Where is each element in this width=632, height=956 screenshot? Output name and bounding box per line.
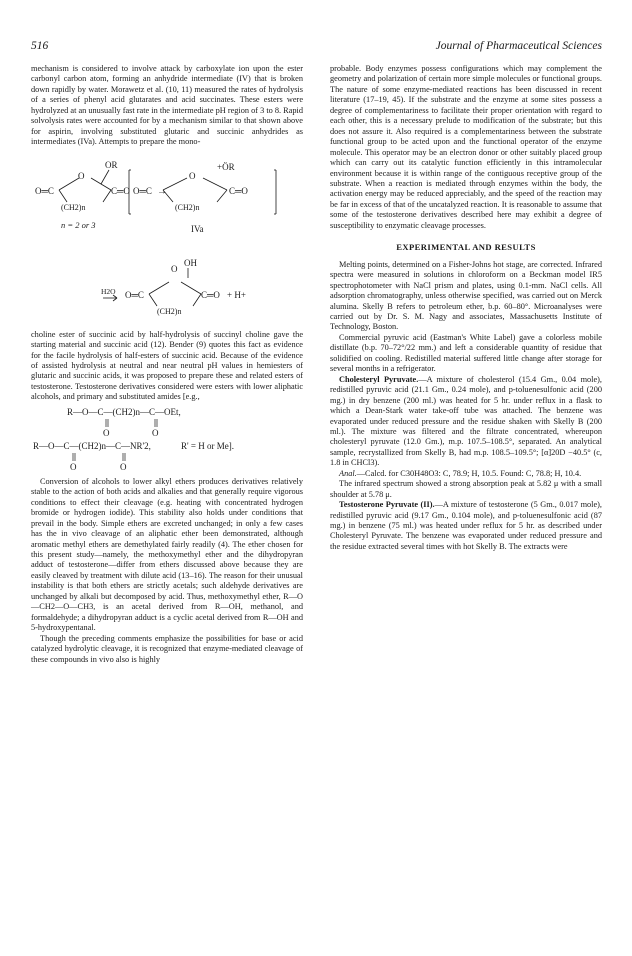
scheme-c-o-right: C═O [111, 185, 130, 196]
runin-testosterone-pyruvate: Testosterone Pyruvate (II). [339, 500, 435, 510]
scheme-ch2n: (CH2)n [61, 202, 86, 212]
formula-ester: R—O—C—(CH2)n—C—OEt, [67, 406, 181, 417]
right-paragraph-5 [330, 469, 602, 479]
right-paragraph-4 [330, 375, 602, 469]
journal-title: Journal of Pharmaceutical Sciences [435, 40, 602, 52]
scheme-c-o-right-2: C═O [229, 185, 248, 196]
formula-ester-o2: O [152, 427, 159, 438]
scheme-c-o-left-2: O═C [133, 185, 152, 196]
right-paragraph-7 [330, 500, 602, 552]
scheme-c-o-left: O═C [35, 185, 54, 196]
scheme-h2o: H2O [101, 286, 116, 296]
formula-amide-o2: O [120, 461, 127, 472]
scheme-or-label: OR [105, 159, 118, 170]
scheme-ch2n-2: (CH2)n [175, 202, 200, 212]
scheme-label-iva: IVa [191, 223, 204, 234]
formula-ester-o1: O [103, 427, 110, 438]
cholesteryl-pyruvate-text: —A mixture of cholesterol (15.4 Gm., 0.04 mole), redistilled pyruvic acid (21.1 Gm., 0.24 mole), and p-toluenesulfonic acid (200 mg.) in dry benzene (200 ml.) was heated for 5 hr. under reflux in a flask to which a Dean-Stark water take-off tube was attached. The benzene was evaporated under reduced pressure and the residue shaken with Skelly B (200 ml.). The mixture was filtered and the filtrate concentrated, whereupon cholesteryl pyruvate (12.0 Gm.), m.p. 107.5–108.5°, separated. An analytical sample, recrystallized from Skelly B, had m.p. 108.5–109.5°; [α]20D −40.5° (c, 1.8 in CHCl3). [330, 374, 602, 468]
ester-amide-formulas [31, 403, 303, 477]
scheme-plus-h: + H+ [227, 289, 246, 300]
scheme-ring-oxygen-3: O [171, 263, 178, 274]
testosterone-pyruvate-text: —A mixture of testosterone (5 Gm., 0.017 mole), redistilled pyruvic acid (9.17 Gm., 0.104 mole), and p-toluenesulfonic acid (87 mg.) in benzene (75 ml.) was heated under reflux for 5 hr. as described under Cholesteryl Pyruvate. The benzene was evaporated under reduced pressure and the residue extracted several times with hot Skelly B. The extracts were [330, 500, 603, 551]
scheme-plus-or: +ÖR [217, 161, 235, 172]
right-paragraph-1: probable. Body enzymes possess configurations which may complement the geometry and polarization of certain more simple molecules or functional groups. The nature of some enzyme-mediated reactions has been discussed in recent literature (17–19, 45). If the substrate and the enzyme at some sites possess a degree of complementariness to facilitate their proper orientation with regard to each other, this is a necessary prelude to modification of the substrate; but this does not assure it. Also required is a complementariness between the substrate functional group to be acted upon and the functional operator of the enzyme molecule. This operator may be an electron donor or other suitably placed group which can carry out its catalytic function efficiently in this intramolecular environment because it is within range of the contiguous receptive group of the substrate. When a reaction is mediated through enzymes within the body, the activation energy may be reduced appreciably, and the speed of the reaction may be far in excess of that of the uncatalyzed reaction. It is reasonable to assume that some of the testosterone derivatives described here may exhibit a degree of susceptibility to enzymatic cleavage processes. [330, 64, 602, 230]
right-paragraph-2: Melting points, determined on a Fisher-Johns hot stage, are corrected. Infrared spectra were measured in solutions in chloroform on a Beckman model IR5 spectrophotometer with NaCl prism and plates, using 0.1-mm. NaCl cells. All adsorption chromatography, unless otherwise specified, was carried out on Merck alumina. Skelly B refers to petroleum ether, b.p. 60–80°. Microanalyses were carried out by Dr. S. M. Nagy and associates, Massachusetts Institute of Technology, Boston. [330, 259, 602, 332]
anal-text: —Calcd. for C30H48O3: C, 78.9; H, 10.5. Found: C, 78.8; H, 10.4. [356, 468, 582, 478]
scheme-c-o-right-3: C═O [201, 289, 220, 300]
runin-anal: Anal. [339, 468, 357, 478]
scheme-ring-oxygen: O [78, 170, 85, 181]
formula-amide-r: R' = H or Me]. [181, 440, 234, 451]
scheme-c-o-left-3: O═C [125, 289, 144, 300]
left-paragraph-2: choline ester of succinic acid by half-hydrolysis of succinyl choline gave the starting material and succinic acid (12). Bender (9) quotes this fact as evidence for the facile hydrolysis of half-esters of succinic acid. Because of the evidence of assisted hydrolysis at neutral and near neutral pH values in hemiesters of glutaric and succinic acids, it was proposed to prepare these and related esters of testosterone. Testosterone derivatives considered were esters with lower aliphatic alcohols, and primary and substituted amides [e.g., [31, 329, 303, 402]
scheme-ch2n-3: (CH2)n [157, 306, 182, 316]
reaction-scheme-anhydride [31, 148, 303, 330]
section-heading: EXPERIMENTAL AND RESULTS [396, 242, 536, 253]
scheme-ring-oxygen-2: O [189, 170, 196, 181]
scheme-arrow: → [157, 185, 167, 197]
right-paragraph-6: The infrared spectrum showed a strong absorption peak at 5.82 μ with a small shoulder at 5.78 μ. [330, 479, 602, 499]
left-column [31, 64, 303, 665]
formula-amide: R—O—C—(CH2)n—C—NR'2, [33, 440, 151, 451]
scheme-oh-label: OH [184, 257, 197, 268]
runin-cholesteryl-pyruvate: Cholesteryl Pyruvate. [339, 374, 419, 384]
left-paragraph-1: mechanism is considered to involve attack by carboxylate ion upon the ester carbonyl carbon atom, forming an anhydride intermediate (IV) that is broken down rapidly by water. Morawetz et al. (10, 11) measured the rates of hydrolysis of a series of phenyl acid glutarates and acid succinates. These esters were hydrolyzed at an unusually fast rate in the intermediate pH region of 3 to 8. Rapid solvolysis rates were accounted for by a mechanism similar to that shown above for aspirin, involving substituted glutaric and succinic anhydrides as intermediates (IVa). Attempts to prepare the mono- [31, 64, 303, 147]
right-column [330, 64, 602, 552]
formula-amide-o1: O [70, 461, 77, 472]
page-number: 516 [31, 40, 49, 52]
left-paragraph-4: Though the preceding comments emphasize the possibilities for base or acid catalyzed hydrolytic cleavage, it is recognized that enzyme-mediated cleavage of these compounds in vivo also is highly [31, 633, 303, 664]
right-paragraph-3: Commercial pyruvic acid (Eastman's White Label) gave a colorless mobile distillate (b.p. 70–72°/22 mm.) and left a considerable quantity of residue that solidified on cooling. Redistilled material suffered little change after storage for several months in a refrigerator. [330, 332, 602, 374]
left-paragraph-3: Conversion of alcohols to lower alkyl ethers produces derivatives relatively stable to the action of both acids and alkalies and that generally require vigorous conditions to effect their cleavage (e.g. heating with concentrated hydrogen bromide or hydrogen iodide). This stability also holds under conditions that prevail in the body. Simple ethers are excreted unchanged; in only a few cases has the in vivo cleavage of an aliphatic ether been demonstrated, although aromatic methyl ethers are demethylated fairly readily (4). The ether chosen for this present study—namely, the methoxymethyl ether and the dihydropyran adduct of testosterone—differ from ethers discussed above because they are easily cleaved by treatment with dilute acid (13–16). The reason for their unusual instability is that both ethers are strictly acetals; such aldehyde derivatives are unchanged by alkali but decomposed by acid. Thus, methoxymethyl ether, R—O—CH2—O—CH3, is an acetal derived from R—OH, methanol, and formaldehyde; a dihydropyran adduct is a cyclic acetal derived from R—OH and 5-hydroxypentanal. [31, 476, 303, 633]
scheme-n-values: n = 2 or 3 [61, 219, 96, 230]
